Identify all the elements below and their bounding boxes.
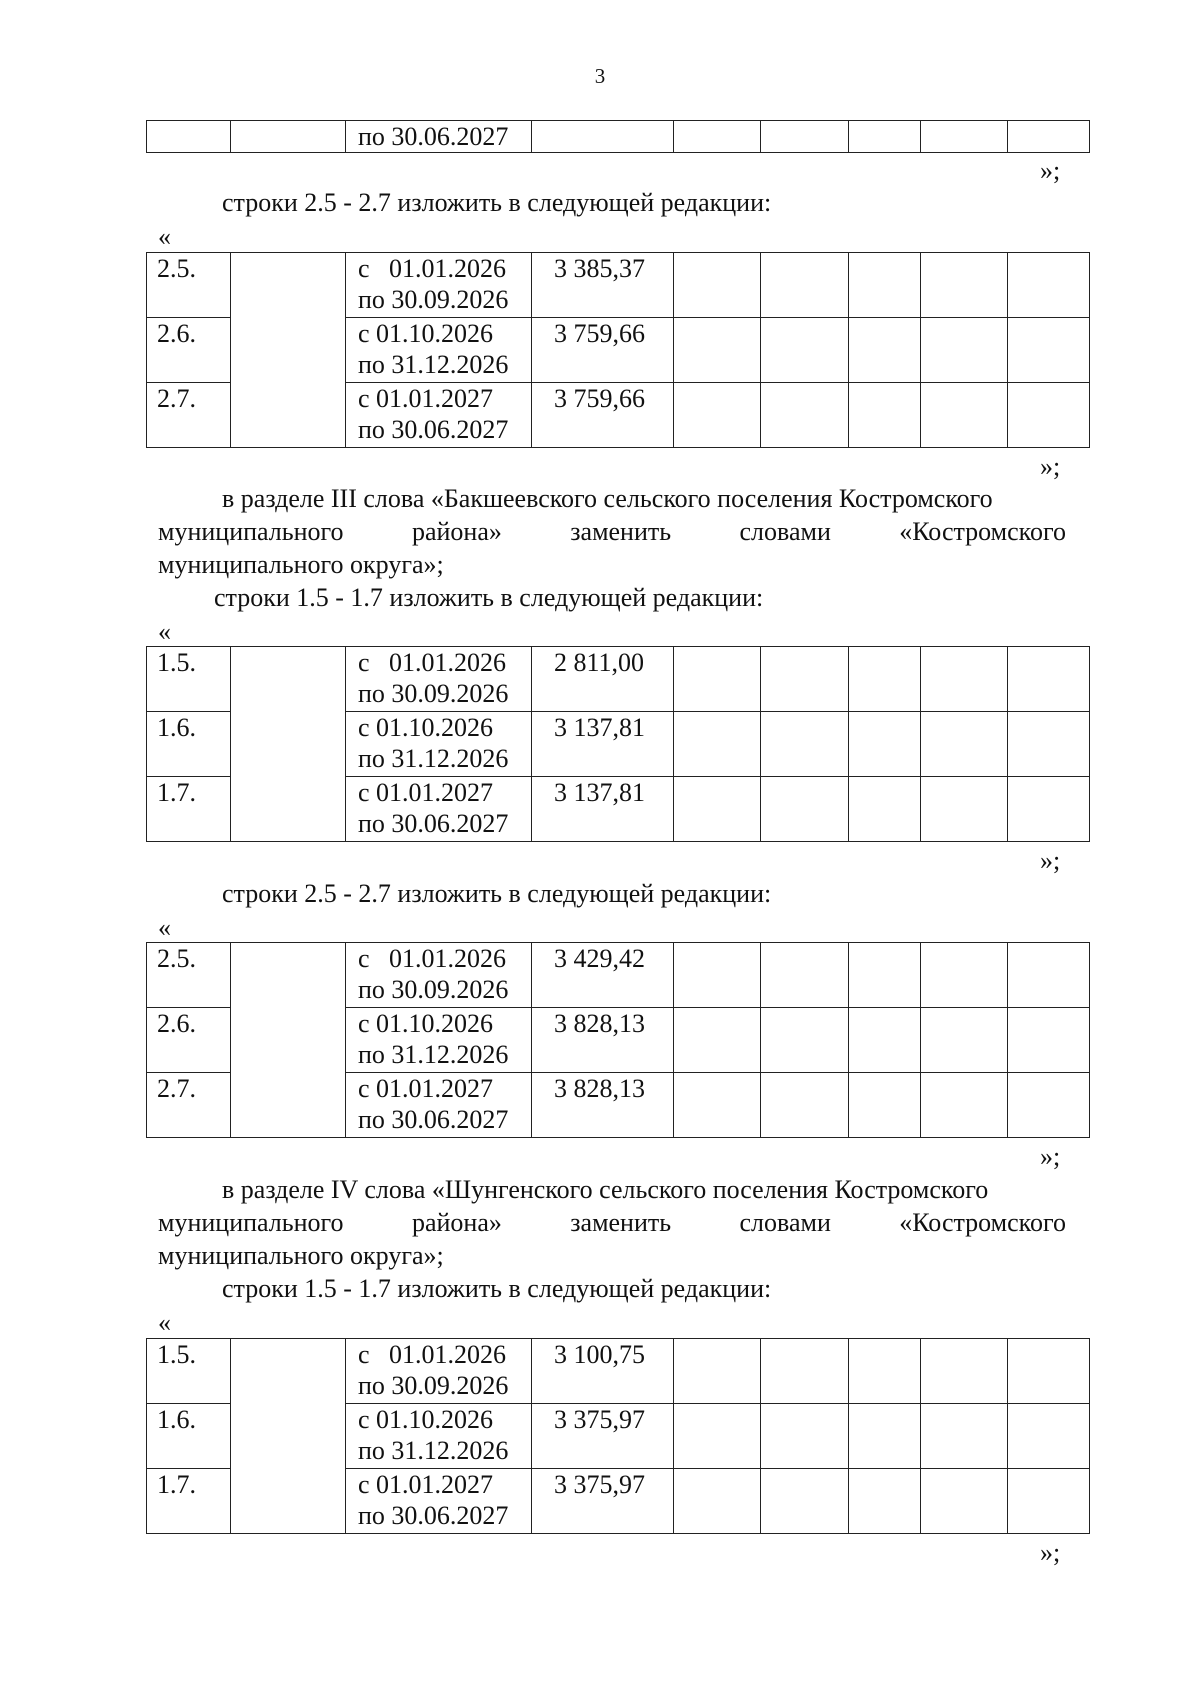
table-cell: [921, 943, 1008, 1008]
table-row: [147, 647, 1090, 712]
merged-cell: [231, 943, 346, 1138]
table-cell: [761, 383, 849, 448]
table-cell: [674, 1339, 761, 1404]
period-from: с 01.10.2026: [358, 1405, 494, 1434]
table-cell: [674, 1469, 761, 1534]
table-cell: [674, 647, 761, 712]
period-to: по 30.09.2026: [358, 285, 509, 314]
table-cell: [674, 777, 761, 842]
period-to: по 31.12.2026: [358, 744, 509, 773]
period-to: по 31.12.2026: [358, 350, 509, 379]
table-cell: [674, 253, 761, 318]
period-cell: [346, 1339, 532, 1404]
merged-cell: [231, 1339, 346, 1534]
row-number: 2.6.: [147, 1008, 231, 1073]
rates-table-4: [146, 1338, 1090, 1534]
table-cell: [1008, 318, 1090, 383]
opening-quote: «: [158, 913, 171, 942]
page-number: 3: [594, 64, 606, 88]
table-cell: [674, 1404, 761, 1469]
period-cell: [346, 253, 532, 318]
period-to: по 30.09.2026: [358, 679, 509, 708]
value-cell: 3 375,97: [532, 1469, 674, 1534]
period-cell: [346, 777, 532, 842]
table-cell: [1008, 712, 1090, 777]
table-cell: [761, 1404, 849, 1469]
period-cell: [346, 383, 532, 448]
table-cell: [849, 121, 921, 153]
table-row: [147, 121, 1090, 153]
period-from: с 01.01.2026: [358, 648, 507, 677]
table-cell: [1008, 1339, 1090, 1404]
table-cell: [1008, 121, 1090, 153]
merged-cell: [231, 647, 346, 842]
table-cell: [921, 383, 1008, 448]
table-cell: [849, 1008, 921, 1073]
table-row: [147, 1339, 1090, 1404]
table-cell: [1008, 647, 1090, 712]
table-cell: [761, 253, 849, 318]
table-cell: [1008, 1404, 1090, 1469]
table-cell: [761, 943, 849, 1008]
period-cell: [346, 943, 532, 1008]
table-cell: [1008, 943, 1090, 1008]
table-row: [147, 943, 1090, 1008]
table-cell: [761, 1008, 849, 1073]
period-from: с 01.01.2027: [358, 1470, 494, 1499]
table-cell: [921, 1073, 1008, 1138]
row-number: 2.6.: [147, 318, 231, 383]
table-cell: [849, 1073, 921, 1138]
paragraph-line: муниципального округа»;: [158, 1241, 444, 1270]
value-cell: 3 828,13: [532, 1073, 674, 1138]
period-cell: [346, 318, 532, 383]
paragraph: строки 1.5 - 1.7 изложить в следующей редакции:: [214, 583, 764, 612]
rates-table-1: [146, 252, 1090, 448]
value-cell: 3 429,42: [532, 943, 674, 1008]
row-number: 1.5.: [147, 1339, 231, 1404]
period-cell: [346, 1073, 532, 1138]
period-from: с 01.01.2027: [358, 384, 494, 413]
table-cell: [921, 647, 1008, 712]
value-cell: 3 385,37: [532, 253, 674, 318]
row-number: 2.7.: [147, 1073, 231, 1138]
table-cell: [1008, 1073, 1090, 1138]
table-cell: [674, 1073, 761, 1138]
period-to: по 31.12.2026: [358, 1436, 509, 1465]
closing-quote: »;: [1040, 1538, 1061, 1567]
table-cell: [761, 121, 849, 153]
paragraph-line: муниципального округа»;: [158, 550, 444, 579]
table-cell: [921, 1339, 1008, 1404]
table-cell: [1008, 777, 1090, 842]
table-cell: [1008, 253, 1090, 318]
period-cell: [346, 1008, 532, 1073]
period-from: с 01.10.2026: [358, 713, 494, 742]
table-cell: [921, 777, 1008, 842]
table-cell: [921, 1469, 1008, 1534]
paragraph: строки 2.5 - 2.7 изложить в следующей редакции:: [222, 879, 772, 908]
period-from: с 01.01.2026: [358, 944, 507, 973]
top-table-fragment: [146, 120, 1090, 153]
merged-cell: [231, 253, 346, 448]
paragraph-line: муниципального района» заменить словами «Костромского: [158, 517, 1066, 546]
table-cell: [761, 318, 849, 383]
period-cell: [346, 712, 532, 777]
closing-quote: »;: [1040, 1142, 1061, 1171]
period-from: с 01.10.2026: [358, 319, 494, 348]
table-cell: [849, 253, 921, 318]
row-number: 2.5.: [147, 943, 231, 1008]
value-cell: 3 828,13: [532, 1008, 674, 1073]
period-from: с 01.01.2026: [358, 1340, 507, 1369]
table-cell: [761, 712, 849, 777]
table-cell: [849, 1404, 921, 1469]
period-to: по 31.12.2026: [358, 1040, 509, 1069]
table-cell: [1008, 1008, 1090, 1073]
table-cell: [147, 121, 231, 153]
opening-quote: «: [158, 617, 171, 646]
table-cell: [849, 943, 921, 1008]
paragraph-line: в разделе III слова «Бакшеевского сельского поселения Костромского: [222, 484, 993, 513]
period-from: с 01.10.2026: [358, 1009, 494, 1038]
period-to: по 30.09.2026: [358, 975, 509, 1004]
rates-table-3: [146, 942, 1090, 1138]
row-number: 2.5.: [147, 253, 231, 318]
period-from: с 01.01.2026: [358, 254, 507, 283]
table-cell: [674, 1008, 761, 1073]
table-cell: [761, 1073, 849, 1138]
table-cell: [674, 712, 761, 777]
table-cell: [921, 1404, 1008, 1469]
period-to: по 30.06.2027: [358, 1105, 509, 1134]
table-cell: [674, 121, 761, 153]
table-cell: [849, 318, 921, 383]
table-row: [147, 253, 1090, 318]
value-cell: 2 811,00: [532, 647, 674, 712]
table-cell: [761, 1469, 849, 1534]
period-from: с 01.01.2027: [358, 1074, 494, 1103]
row-number: 2.7.: [147, 383, 231, 448]
value-cell: 3 137,81: [532, 712, 674, 777]
table-cell: [761, 1339, 849, 1404]
period-to: по 30.09.2026: [358, 1371, 509, 1400]
value-cell: [532, 121, 674, 153]
row-number: 1.6.: [147, 1404, 231, 1469]
paragraph: строки 1.5 - 1.7 изложить в следующей редакции:: [222, 1274, 772, 1303]
row-number: 1.7.: [147, 1469, 231, 1534]
row-number: 1.7.: [147, 777, 231, 842]
table-cell: [231, 121, 346, 153]
value-cell: 3 759,66: [532, 383, 674, 448]
row-number: 1.6.: [147, 712, 231, 777]
period-to: по 30.06.2027: [358, 809, 509, 838]
paragraph: строки 2.5 - 2.7 изложить в следующей редакции:: [222, 188, 772, 217]
value-cell: 3 375,97: [532, 1404, 674, 1469]
table-cell: [674, 943, 761, 1008]
table-cell: [849, 1339, 921, 1404]
period-cell: [346, 647, 532, 712]
table-cell: [849, 777, 921, 842]
row-number: 1.5.: [147, 647, 231, 712]
closing-quote: »;: [1040, 846, 1061, 875]
rates-table-2: [146, 646, 1090, 842]
opening-quote: «: [158, 222, 171, 251]
closing-quote: »;: [1040, 452, 1061, 481]
period-to: по 30.06.2027: [358, 1501, 509, 1530]
period-cell: по 30.06.2027: [346, 121, 532, 153]
table-cell: [849, 647, 921, 712]
table-cell: [674, 318, 761, 383]
table-cell: [921, 1008, 1008, 1073]
table-cell: [849, 1469, 921, 1534]
table-cell: [1008, 1469, 1090, 1534]
table-cell: [849, 712, 921, 777]
table-cell: [921, 712, 1008, 777]
table-cell: [761, 777, 849, 842]
paragraph-line: в разделе IV слова «Шунгенского сельского поселения Костромского: [222, 1175, 989, 1204]
period-from: с 01.01.2027: [358, 778, 494, 807]
closing-quote: »;: [1040, 156, 1061, 185]
period-cell: [346, 1404, 532, 1469]
table-cell: [674, 383, 761, 448]
table-cell: [761, 647, 849, 712]
table-cell: [921, 121, 1008, 153]
period-to: по 30.06.2027: [358, 415, 509, 444]
value-cell: 3 100,75: [532, 1339, 674, 1404]
opening-quote: «: [158, 1308, 171, 1337]
period-cell: [346, 1469, 532, 1534]
paragraph-line: муниципального района» заменить словами «Костромского: [158, 1208, 1066, 1237]
table-cell: [849, 383, 921, 448]
table-cell: [921, 318, 1008, 383]
value-cell: 3 759,66: [532, 318, 674, 383]
value-cell: 3 137,81: [532, 777, 674, 842]
table-cell: [921, 253, 1008, 318]
table-cell: [1008, 383, 1090, 448]
